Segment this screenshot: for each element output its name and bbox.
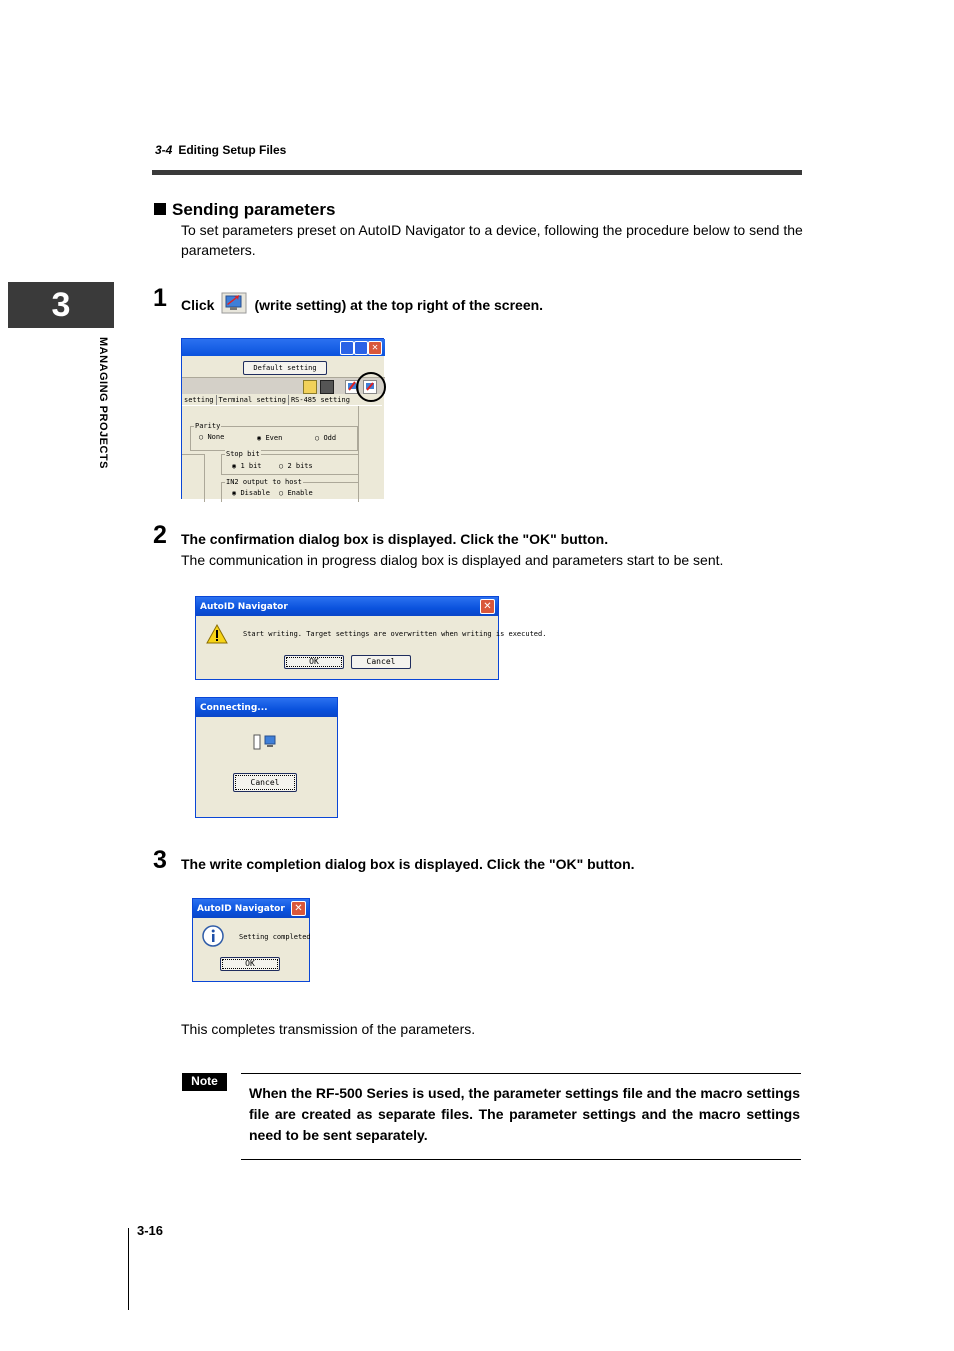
chapter-tab: 3 <box>8 282 114 328</box>
note-bottom-rule <box>241 1159 801 1160</box>
in2-disable-radio[interactable]: ◉ Disable <box>232 489 270 497</box>
completion-text: This completes transmission of the parameters. <box>181 1021 476 1037</box>
maximize-icon[interactable] <box>354 341 368 355</box>
tab-terminal-setting[interactable]: Terminal setting <box>217 395 289 405</box>
toolbar <box>182 378 385 394</box>
close-icon[interactable]: ✕ <box>480 599 495 614</box>
chapter-label: MANAGING PROJECTS <box>97 337 109 469</box>
dialog-titlebar: Connecting... <box>196 698 337 717</box>
open-folder-icon[interactable] <box>303 380 317 394</box>
close-icon[interactable]: ✕ <box>291 901 306 916</box>
step-3-number: 3 <box>153 846 167 874</box>
section-heading: Sending parameters <box>154 200 335 220</box>
section-intro: To set parameters preset on AutoID Navigator to a device, following the procedure below to send the parameters. <box>181 222 803 258</box>
write-setting-icon <box>221 292 247 314</box>
in2-output-group: IN2 output to host ◉ Disable ○ Enable <box>221 482 359 502</box>
stop-bit-group: Stop bit ◉ 1 bit ○ 2 bits <box>221 454 359 475</box>
note-text: When the RF-500 Series is used, the parameter settings file and the macro settings file are created as separate files. The parameter settings and the macro settings need to be sent separately. <box>249 1085 800 1143</box>
navigator-window-crop <box>181 338 384 499</box>
close-icon[interactable]: ✕ <box>368 341 382 355</box>
parity-odd-radio[interactable]: ○ Odd <box>315 434 337 442</box>
in2-enable-radio[interactable]: ○ Enable <box>279 489 313 497</box>
step-2-number: 2 <box>153 521 167 549</box>
step-1-number: 1 <box>153 284 167 312</box>
default-setting-button[interactable]: Default setting <box>243 361 327 375</box>
step-2-subtext: The communication in progress dialog box is displayed and parameters start to be sent. <box>181 552 724 568</box>
ok-button[interactable]: OK <box>220 957 280 971</box>
header-rule <box>152 170 802 175</box>
tab-strip <box>182 395 352 405</box>
dialog-titlebar: AutoID Navigator ✕ <box>196 597 498 616</box>
transfer-animation-icon <box>253 732 279 756</box>
info-icon <box>202 925 224 949</box>
footer-rule <box>128 1228 129 1310</box>
tab-setting[interactable]: setting <box>182 395 217 405</box>
save-icon[interactable] <box>320 380 334 394</box>
section-number: 3-4 <box>155 143 173 157</box>
complete-dialog <box>192 898 310 982</box>
parity-even-radio[interactable]: ◉ Even <box>257 434 283 442</box>
complete-message: Setting completed <box>239 933 311 941</box>
warning-icon <box>206 624 228 646</box>
parity-group: Parity ○ None ◉ Even ○ Odd <box>190 426 358 451</box>
tab-rs485-setting[interactable]: RS-485 setting <box>290 396 350 404</box>
cancel-button[interactable]: Cancel <box>351 655 411 669</box>
step-1-text: Click (write setting) at the top right of the screen. <box>181 294 543 316</box>
connecting-dialog <box>195 697 338 818</box>
stop-1bit-radio[interactable]: ◉ 1 bit <box>232 462 262 470</box>
running-header <box>155 143 286 157</box>
highlight-circle <box>356 372 386 402</box>
confirm-message: Start writing. Target settings are overwritten when writing is executed. <box>243 630 547 638</box>
dialog-titlebar: AutoID Navigator ✕ <box>193 899 309 918</box>
step-2-text: The confirmation dialog box is displayed. Click the "OK" button. <box>181 531 609 547</box>
tab-panel <box>182 405 382 501</box>
step-3-text: The write completion dialog box is displayed. Click the "OK" button. <box>181 856 635 872</box>
confirm-dialog <box>195 596 547 680</box>
note-label: Note <box>182 1073 227 1091</box>
minimize-icon[interactable] <box>340 341 354 355</box>
square-bullet-icon <box>154 203 166 215</box>
page-number: 3-16 <box>137 1223 164 1238</box>
section-title: Editing Setup Files <box>178 143 287 157</box>
ok-button[interactable]: OK <box>284 655 344 669</box>
note-top-rule <box>241 1073 801 1074</box>
stop-2bits-radio[interactable]: ○ 2 bits <box>279 462 313 470</box>
parity-none-radio[interactable]: ○ None <box>199 433 225 441</box>
cancel-button[interactable]: Cancel <box>233 773 297 792</box>
window-titlebar <box>182 339 385 356</box>
